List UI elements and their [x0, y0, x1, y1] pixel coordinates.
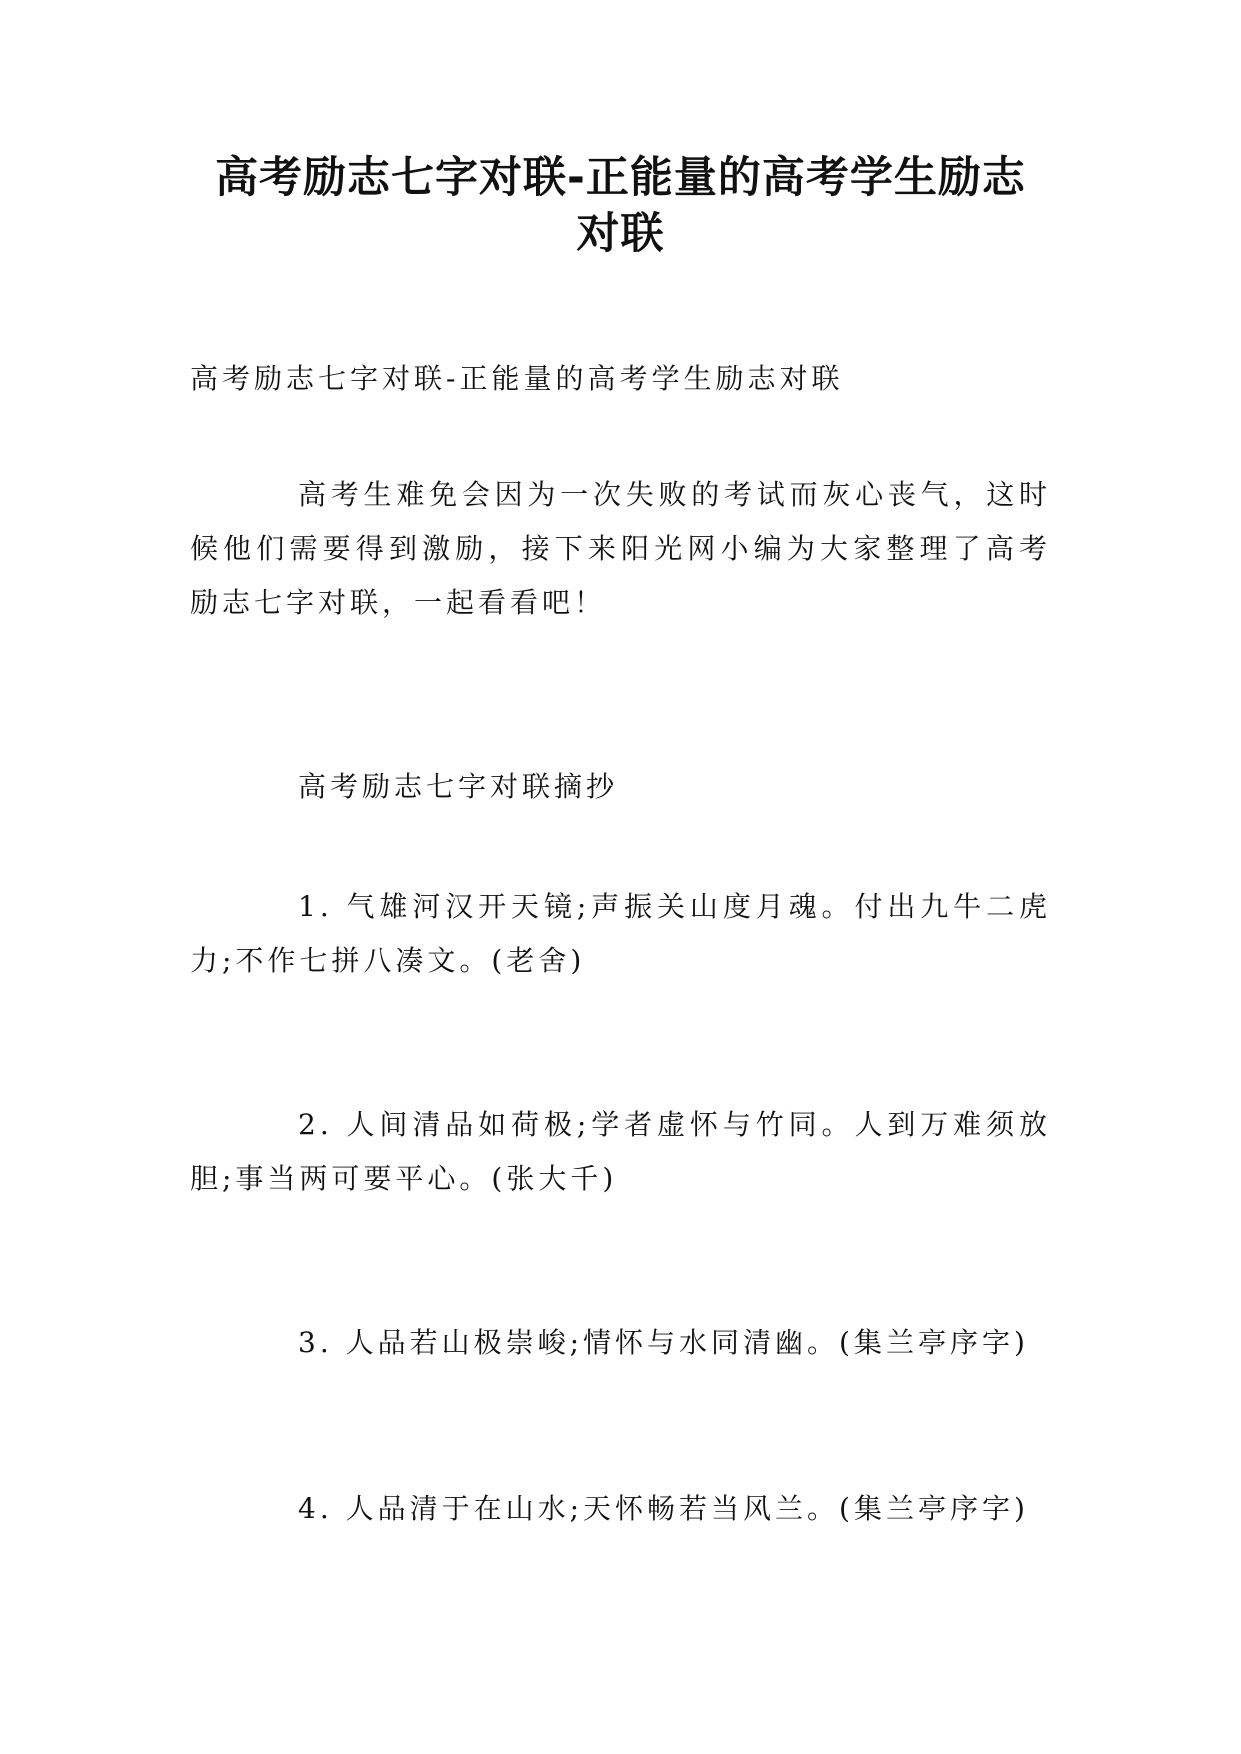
title-line-1: 高考励志七字对联-正能量的高考学生励志 — [215, 153, 1026, 203]
list-item: 1. 气雄河汉开天镜;声振关山度月魂。付出九牛二虎力;不作七拼八凑文。(老舍) — [190, 890, 1051, 977]
document-subtitle: 高考励志七字对联-正能量的高考学生励志对联 — [190, 362, 844, 395]
section-heading: 高考励志七字对联摘抄 — [298, 770, 619, 803]
title-line-2: 对联 — [576, 209, 665, 259]
intro-paragraph: 高考生难免会因为一次失败的考试而灰心丧气，这时候他们需要得到激励，接下来阳光网小编为大家整理了高考励志七字对联，一起看看吧！ — [190, 478, 1051, 619]
list-item: 4. 人品清于在山水;天怀畅若当风兰。(集兰亭序字) — [298, 1492, 1029, 1525]
list-item: 3. 人品若山极崇峻;情怀与水同清幽。(集兰亭序字) — [298, 1326, 1029, 1359]
list-item: 2. 人间清品如荷极;学者虚怀与竹同。人到万难须放胆;事当两可要平心。(张大千) — [190, 1108, 1051, 1195]
document-title — [190, 150, 1051, 262]
